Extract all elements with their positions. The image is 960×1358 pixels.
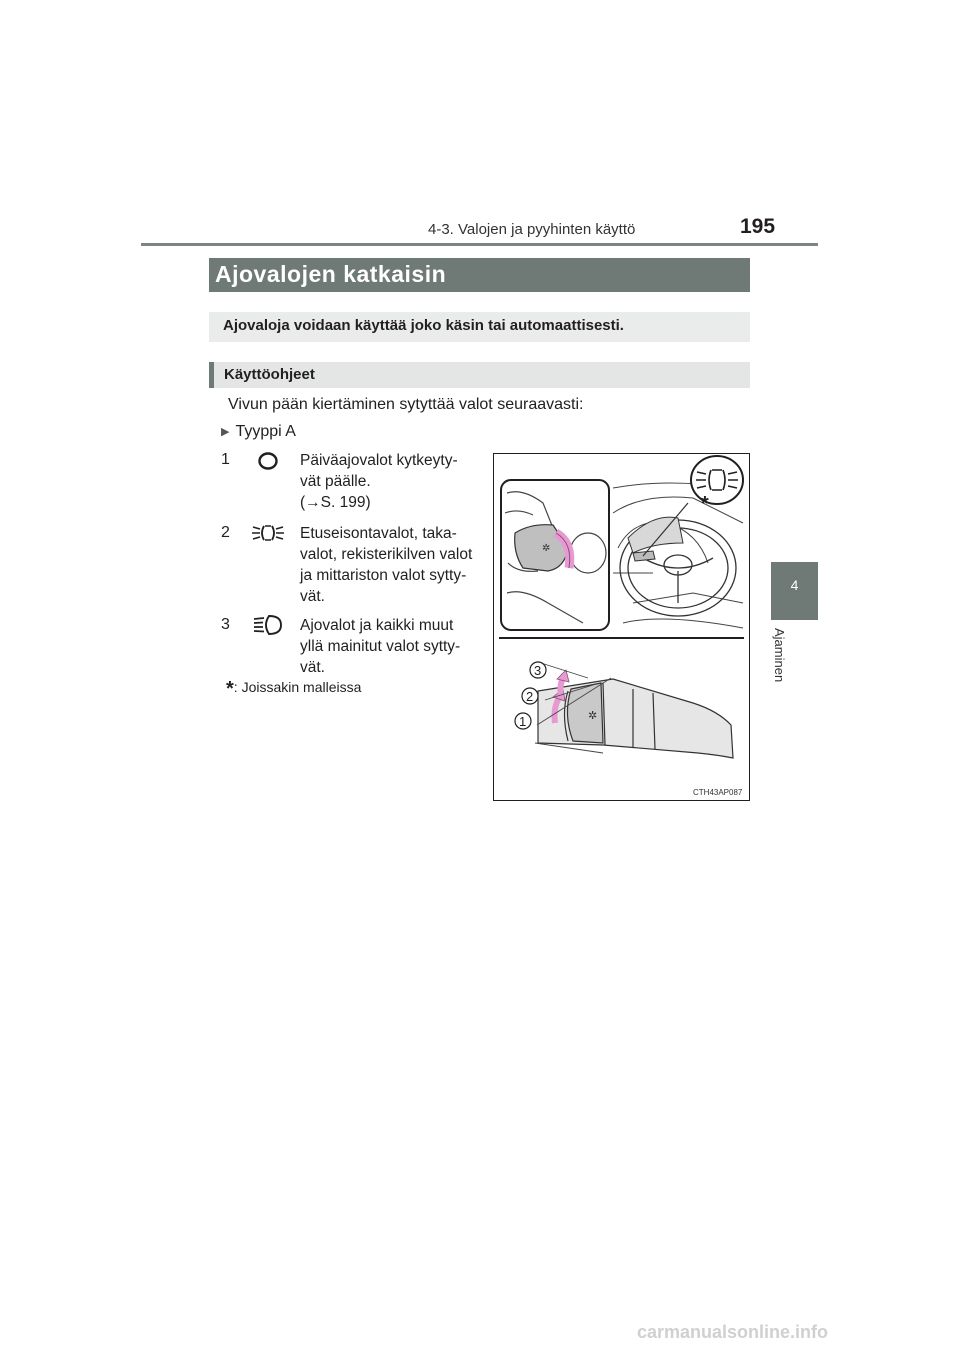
chapter-name xyxy=(772,628,805,708)
lever-light-symbol: ✲ xyxy=(588,709,598,722)
summary-box xyxy=(209,312,750,342)
chapter-name-text: Ajaminen xyxy=(772,628,787,683)
desc-line: vät päälle. xyxy=(300,473,371,490)
headlight-switch-illustration xyxy=(493,453,750,801)
desc-line: Etuseisontavalot, taka- xyxy=(300,525,457,542)
page-number: 195 xyxy=(740,215,776,238)
parking-light-icon xyxy=(250,522,286,544)
type-label xyxy=(221,423,296,441)
desc-line: vät. xyxy=(300,588,325,605)
figure-asterisk: * xyxy=(701,493,709,515)
item-description xyxy=(300,615,476,678)
desc-line-reference: (→S. 199) xyxy=(300,494,371,511)
desc-line: Ajovalot ja kaikki muut xyxy=(300,617,454,634)
sub-heading-text: Käyttöohjeet xyxy=(224,366,315,383)
figure-callout-2: 2 xyxy=(526,689,534,704)
header-rule xyxy=(141,243,818,246)
footnote-mark: * xyxy=(226,678,234,700)
summary-text: Ajovaloja voidaan käyttää joko käsin tai automaattisesti. xyxy=(223,317,624,334)
sub-heading xyxy=(209,362,750,388)
figure-callout-3: 3 xyxy=(534,663,542,678)
section-reference: 4-3. Valojen ja pyyhinten käyttö xyxy=(428,221,636,238)
item-description xyxy=(300,523,476,607)
desc-line: yllä mainitut valot sytty- xyxy=(300,638,461,655)
desc-line: valot, rekisterikilven valot xyxy=(300,546,473,563)
watermark: carmanualsonline.info xyxy=(637,1322,829,1342)
item-number: 3 xyxy=(221,616,230,633)
item-number: 2 xyxy=(221,524,230,541)
headlight-icon xyxy=(251,613,285,637)
item-number: 1 xyxy=(221,451,230,468)
triangle-bullet-icon: ▶ xyxy=(221,426,230,438)
desc-line: vät. xyxy=(300,659,325,676)
auto-light-icon xyxy=(256,451,280,471)
footnote xyxy=(226,678,361,701)
footnote-text: : Joissakin malleissa xyxy=(233,679,362,695)
chapter-number: 4 xyxy=(790,577,799,593)
sub-heading-accent xyxy=(209,362,214,388)
item-description xyxy=(300,450,476,513)
section-title: Ajovalojen katkaisin xyxy=(215,261,447,287)
intro-text: Vivun pään kiertäminen sytyttää valot seuraavasti: xyxy=(228,396,584,413)
figure-code: CTH43AP087 xyxy=(693,788,743,797)
desc-line: ja mittariston valot sytty- xyxy=(300,567,467,584)
section-title-bar xyxy=(209,258,750,292)
figure-callout-1: 1 xyxy=(519,714,527,729)
type-label-text: Tyyppi A xyxy=(235,423,296,440)
desc-line: Päiväajovalot kytkeyty- xyxy=(300,452,458,469)
light-symbol: ✲ xyxy=(542,543,551,554)
